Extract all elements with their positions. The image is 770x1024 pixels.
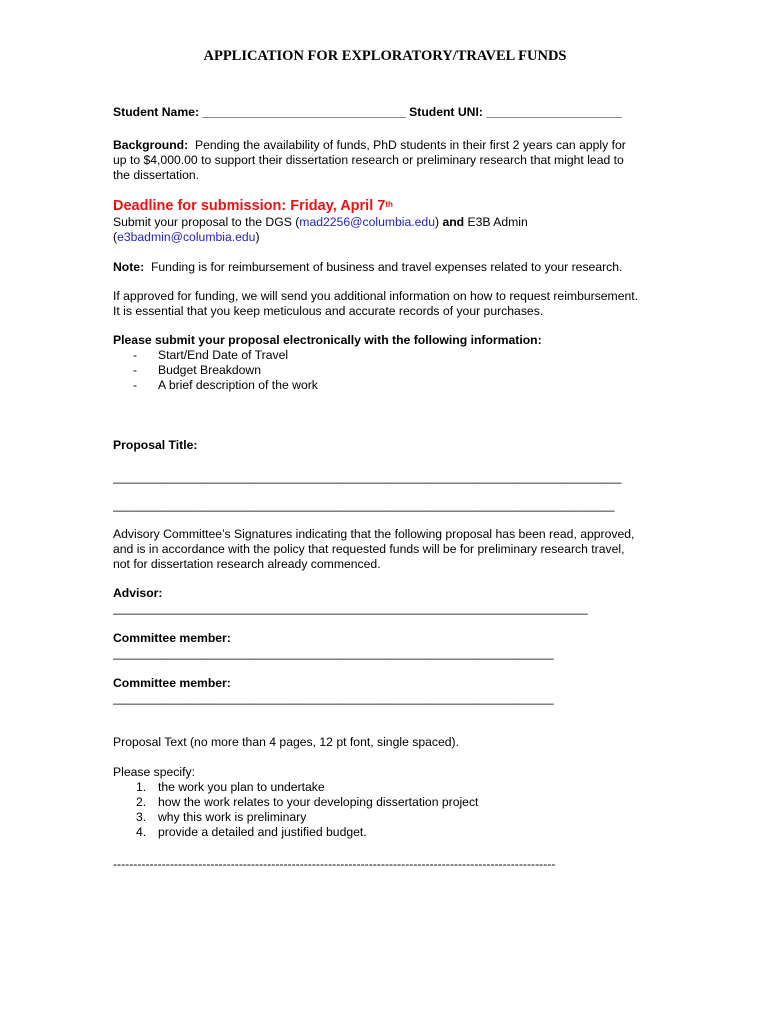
submit-and: and: [442, 215, 465, 229]
list-item: [113, 348, 542, 363]
proposal-title-blank-1[interactable]: ___________________________________________________________________________: [113, 470, 622, 484]
list-marker: -: [133, 348, 138, 362]
signature-label: Committee member:: [113, 676, 231, 690]
background-text-2: up to $4,000.00 to support their dissertation research or preliminary research that might lead to: [113, 153, 624, 167]
admin-close: ): [255, 230, 260, 244]
proposal-title-label: Proposal Title:: [113, 438, 198, 452]
committee-paragraph: [113, 527, 634, 572]
dgs-email-link[interactable]: mad2256@columbia.edu: [299, 215, 435, 229]
submit-info-heading: Please submit your proposal electronically with the following information:: [113, 333, 542, 347]
submit-pre: Submit your proposal to the DGS (: [113, 215, 300, 229]
admin-email-link[interactable]: e3badmin@columbia.edu: [117, 230, 256, 244]
note-text: Funding is for reimbursement of business and travel expenses related to your research.: [150, 260, 623, 274]
approval-paragraph: [113, 289, 638, 319]
list-item-text: provide a detailed and justified budget.: [158, 825, 367, 839]
advisor-signature: [113, 586, 623, 616]
list-number: 3.: [136, 810, 147, 824]
submit-info-list: [113, 348, 542, 393]
note-paragraph: [113, 260, 622, 275]
committee-line-3: not for dissertation research already commenced.: [113, 557, 381, 571]
student-uni-label: Student UNI:: [409, 105, 483, 119]
list-number: 4.: [136, 825, 147, 839]
background-text-3: the dissertation.: [113, 168, 200, 182]
list-marker: -: [133, 363, 138, 377]
list-item: [113, 810, 478, 825]
list-item: [113, 363, 542, 378]
proposal-title-blank-2[interactable]: __________________________________________________________________________: [113, 498, 615, 512]
list-item-text: the work you plan to undertake: [158, 780, 325, 794]
list-item-text: how the work relates to your developing dissertation project: [158, 795, 479, 809]
signature-label: Advisor:: [113, 586, 163, 600]
specify-label: Please specify:: [113, 765, 195, 779]
submit-paragraph: [113, 215, 528, 245]
specify-section: [113, 765, 478, 840]
list-item: [113, 825, 478, 840]
signature-blank[interactable]: _________________________________________________________________: [113, 646, 554, 660]
specify-list: [113, 780, 478, 840]
approval-line-1: If approved for funding, we will send you additional information on how to request reimbursement.: [113, 289, 639, 303]
page-title: APPLICATION FOR EXPLORATORY/TRAVEL FUNDS: [203, 48, 567, 64]
proposal-text-instruction: Proposal Text (no more than 4 pages, 12 pt font, single spaced).: [113, 735, 459, 749]
list-item-text: A brief description of the work: [158, 378, 318, 392]
background-paragraph: [113, 138, 626, 183]
submit-info-section: [113, 333, 542, 393]
list-item-text: why this work is preliminary: [158, 810, 307, 824]
deadline-sup: th: [385, 200, 393, 209]
list-item: [113, 795, 478, 810]
student-uni-blank: ____________________: [486, 105, 622, 119]
list-number: 2.: [136, 795, 147, 809]
list-item: [113, 780, 478, 795]
signature-blank[interactable]: _________________________________________________________________: [113, 691, 554, 705]
list-item-text: Start/End Date of Travel: [158, 348, 289, 362]
list-marker: -: [133, 378, 138, 392]
background-text-1: Pending the availability of funds, PhD students in their first 2 years can apply for: [194, 138, 626, 152]
admin-open: (: [113, 230, 118, 244]
committee-line-2: and is in accordance with the policy that requested funds will be for preliminary research travel,: [113, 542, 625, 556]
dashed-divider: -------------------------------------------------------------------------------------------------------------: [113, 857, 556, 871]
deadline-text: Deadline for submission: Friday, April 7: [113, 199, 386, 214]
student-info-row: [113, 105, 622, 120]
deadline-heading: [113, 199, 393, 214]
committee-member-signature-2: [113, 676, 588, 706]
list-item: [113, 378, 542, 393]
student-name-blank: ______________________________: [202, 105, 406, 119]
signature-label: Committee member:: [113, 631, 231, 645]
committee-line-1: Advisory Committee’s Signatures indicating that the following proposal has been read, approved,: [113, 527, 635, 541]
student-name-label: Student Name:: [113, 105, 199, 119]
committee-member-signature-1: [113, 631, 588, 661]
approval-line-2: It is essential that you keep meticulous and accurate records of your purchases.: [113, 304, 544, 318]
submit-post: E3B Admin: [467, 215, 528, 229]
submit-mid: ): [434, 215, 440, 229]
list-number: 1.: [136, 780, 147, 794]
list-item-text: Budget Breakdown: [158, 363, 261, 377]
note-label: Note:: [113, 260, 145, 274]
signature-blank[interactable]: ______________________________________________________________________: [113, 601, 588, 615]
background-label: Background:: [113, 138, 189, 152]
